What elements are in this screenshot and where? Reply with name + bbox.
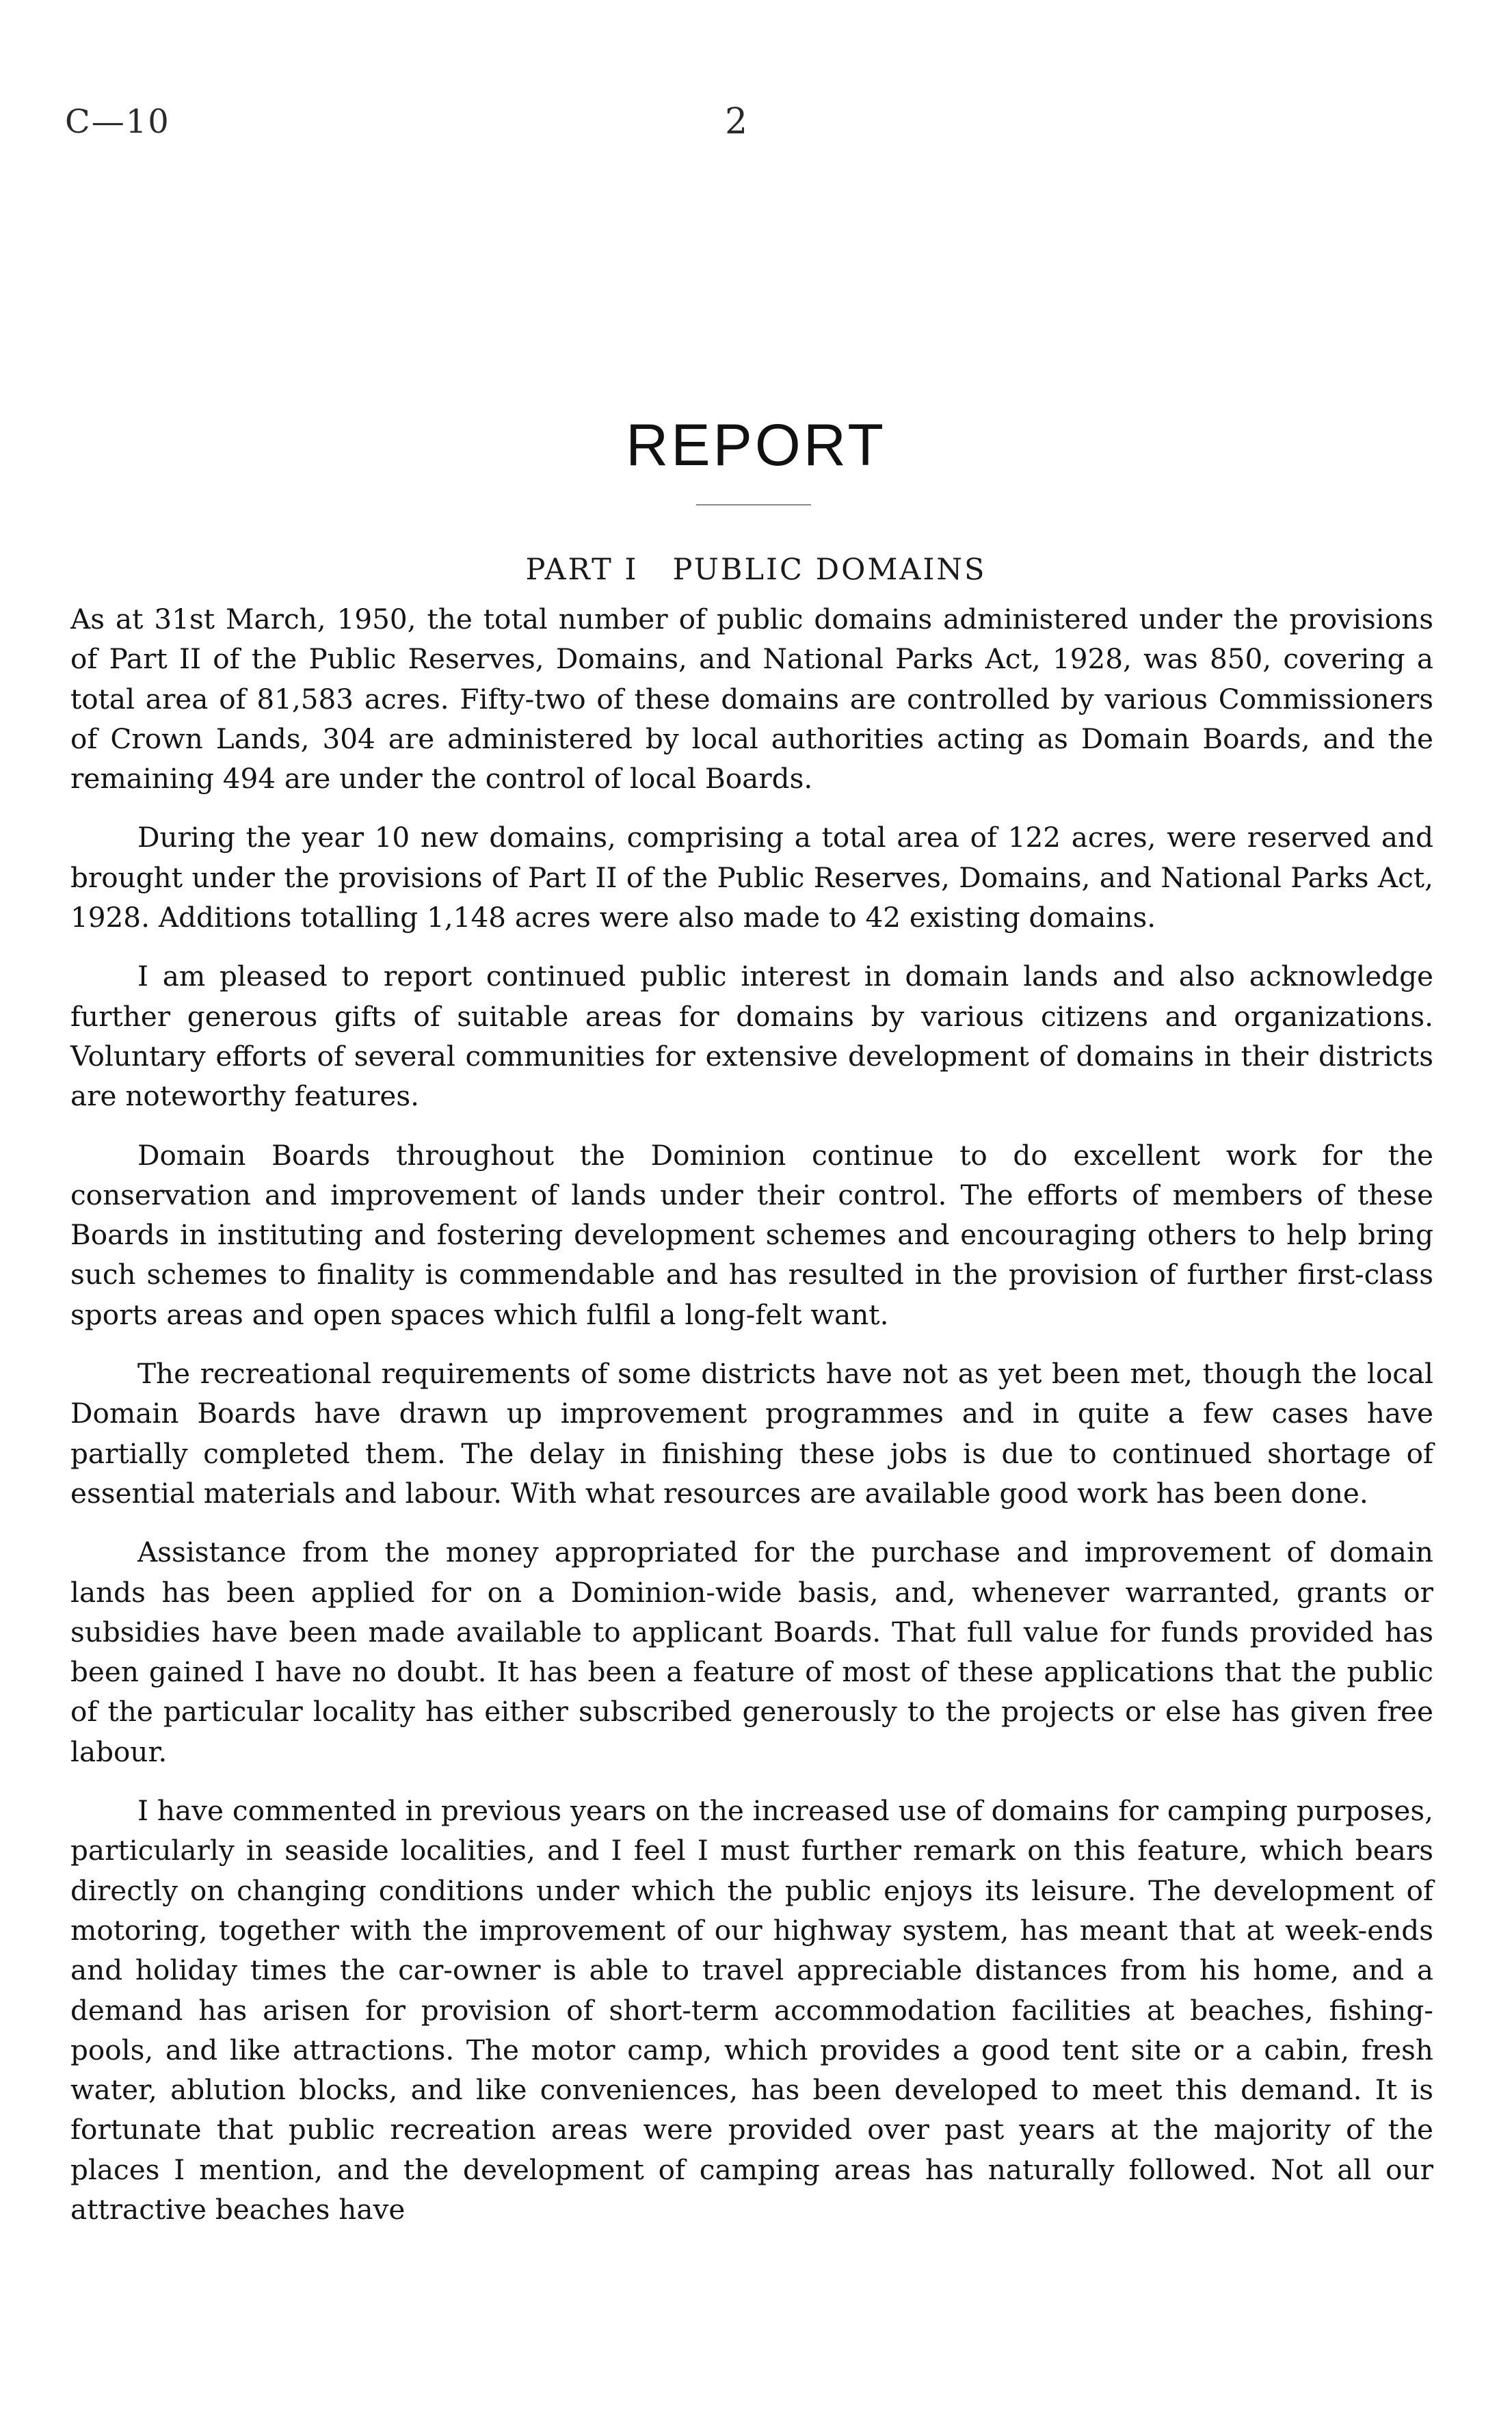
paragraph: Assistance from the money appropriated for the purchase and improvement of domain lands has been applied for on a Dominion-wide basis, and, whenever warranted, grants or subsidies have been made available to applicant Boards. That full value for funds provided has been gained I have no doubt. It has been a feature of most of these applications that the public of the particular locality has either subscribed generously to the projects or else has given free labour. — [70, 1536, 1433, 1768]
report-body — [70, 599, 1433, 2248]
page-number: 2 — [725, 101, 748, 142]
paragraph: I have commented in previous years on the increased use of domains for camping purposes, particularly in seaside localities, and I feel I must further remark on this feature, which bears directly on changing conditions under which the public enjoys its leisure. The development of motoring, together with the improvement of our highway system, has meant that at week-ends and holiday times the car-owner is able to travel appreciable distances from his home, and a demand has arisen for provision of short-term accommodation facilities at beaches, fishing-pools, and like attractions. The motor camp, which provides a good tent site or a cabin, fresh water, ablution blocks, and like conveniences, has been developed to meet this demand. It is fortunate that public recreation areas were provided over past years at the majority of the places I mention, and the development of camping areas has naturally followed. Not all our attractive beaches have — [70, 1794, 1433, 2226]
page-reference: C—10 — [65, 103, 170, 141]
part-heading: PART I PUBLIC DOMAINS — [525, 553, 987, 587]
paragraph: I am pleased to report continued public interest in domain lands and also acknowledge further generous gifts of suitable areas for domains by various citizens and organizations. Voluntary efforts of several communities for extensive development of domains in their districts are noteworthy features. — [70, 960, 1433, 1113]
paragraph: The recreational requirements of some districts have not as yet been met, though the local Domain Boards have drawn up improvement programmes and in quite a few cases have partially completed them. The delay in finishing these jobs is due to continued shortage of essential materials and labour. With what resources are available good work has been done. — [70, 1357, 1433, 1510]
paragraph: Domain Boards throughout the Dominion continue to do excellent work for the conservation and improvement of lands under their control. The efforts of members of these Boards in instituting and fostering development schemes and encouraging others to help bring such schemes to finality is commendable and has resulted in the provision of further first-class sports areas and open spaces which fulfil a long-felt want. — [70, 1138, 1433, 1331]
paragraph: During the year 10 new domains, comprising a total area of 122 acres, were reserved and brought under the provisions of Part II of the Public Reserves, Domains, and National Parks Act, 1928. Additions totalling 1,148 acres were also made to 42 existing domains. — [70, 821, 1433, 934]
title-divider — [696, 504, 811, 505]
report-title: REPORT — [626, 412, 886, 478]
paragraph: As at 31st March, 1950, the total number of public domains administered under the provisions of Part II of the Public Reserves, Domains, and National Parks Act, 1928, was 850, covering a total area of 81,583 acres. Fifty-two of these domains are controlled by various Commissioners of Crown Lands, 304 are administered by local authorities acting as Domain Boards, and the remaining 494 are under the control of local Boards. — [70, 603, 1433, 796]
